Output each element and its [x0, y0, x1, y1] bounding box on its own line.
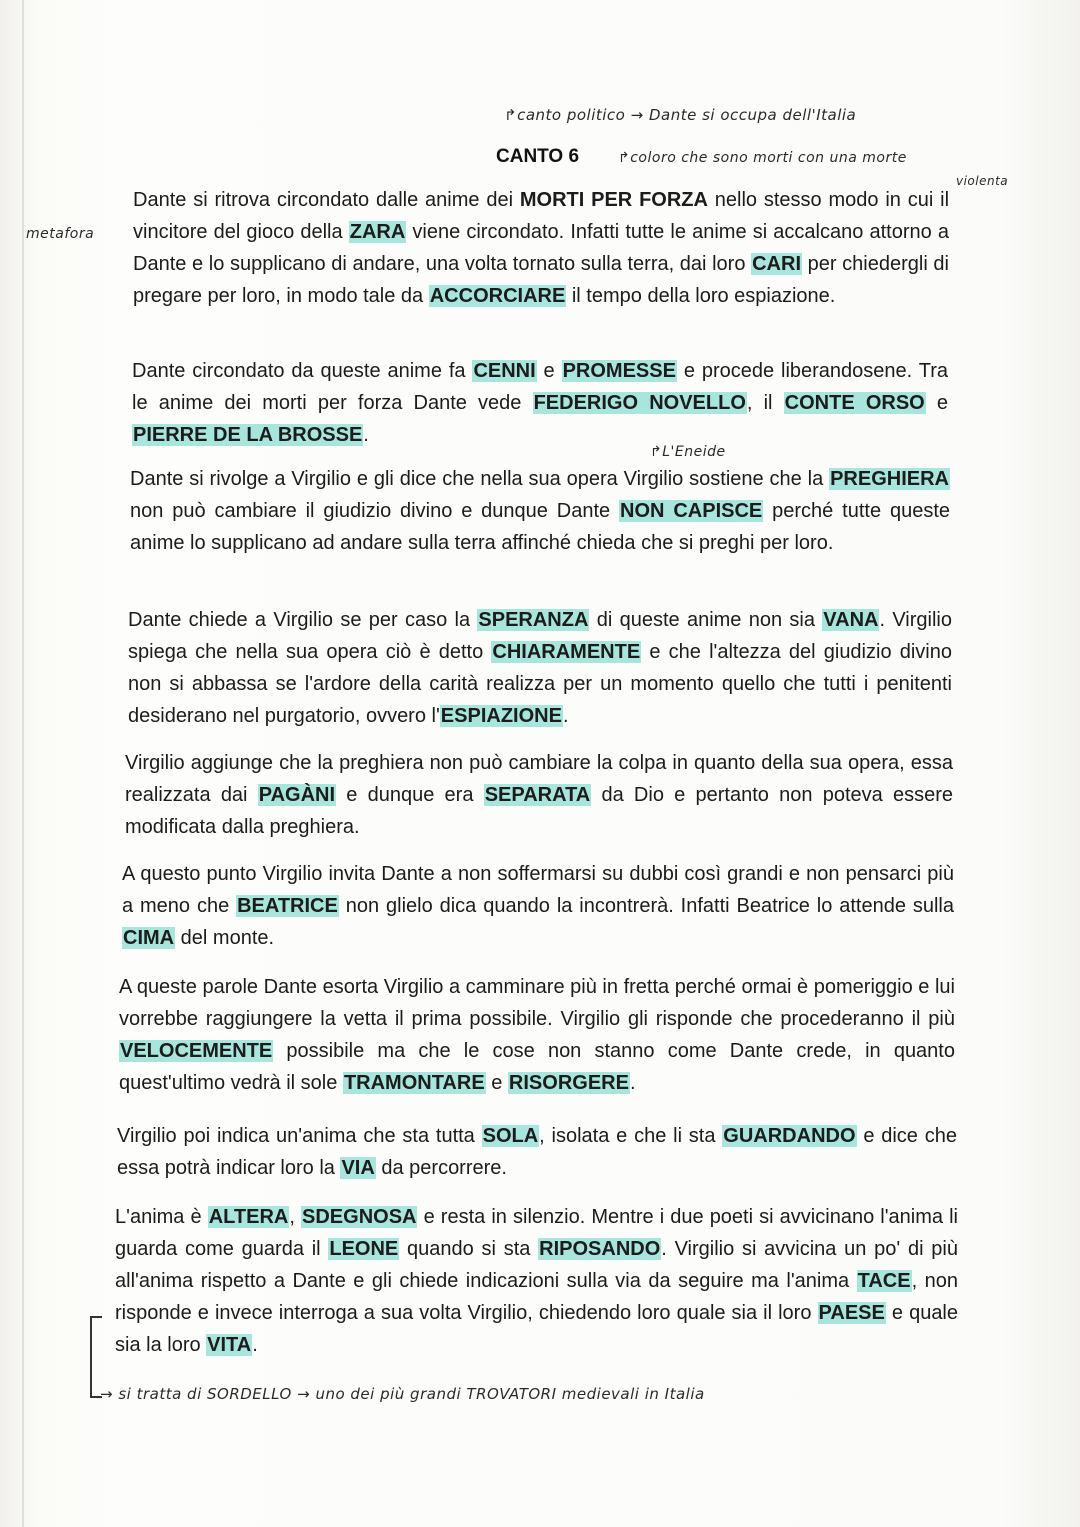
- highlighted-keyword: PREGHIERA: [830, 468, 949, 490]
- highlighted-keyword: PROMESSE: [562, 360, 676, 382]
- highlighted-keyword: PAESE: [818, 1302, 885, 1324]
- paragraph-2: Dante circondato da queste anime fa CENNI e PROMESSE e procede liberandosene. Tra le anime dei morti per forza Dante vede FEDERIGO NOVELLO, il CONTE ORSO e PIERRE DE LA BROSSE.: [132, 360, 949, 446]
- annotation-sordello: → si tratta di SORDELLO → uno dei più grandi TROVATORI medievali in Italia: [100, 1385, 705, 1403]
- highlighted-keyword: VIA: [341, 1157, 375, 1179]
- highlighted-keyword: LEONE: [329, 1238, 399, 1260]
- highlighted-keyword: ZARA: [349, 221, 406, 243]
- paragraph-4: Dante chiede a Virgilio se per caso la SPERANZA di queste anime non sia VANA. Virgilio spiega che nella sua opera ciò è detto CHIARAMENTE e che l'altezza del giudizio divino non si abbassa se l'ardore della carità realizza per un momento quello che tutti i penitenti desiderano nel purgatorio, ovvero l'ESPIAZIONE.: [128, 609, 952, 727]
- highlighted-keyword: BEATRICE: [237, 895, 338, 917]
- highlighted-keyword: FEDERIGO NOVELLO: [533, 392, 746, 414]
- highlighted-keyword: CONTE ORSO: [784, 392, 925, 414]
- paragraph-9: L'anima è ALTERA, SDEGNOSA e resta in silenzio. Mentre i due poeti si avvicinano l'anima li guarda come guarda il LEONE quando si sta RIPOSANDO. Virgilio si avvicina un po' di più all'anima rispetto a Dante e gli chiede indicazioni sulla via da seguire ma l'anima TACE, non risponde e invece interroga a sua volta Virgilio, chiedendo loro quale sia il loro PAESE e quale sia la loro VITA.: [115, 1206, 959, 1356]
- annotation-morti-violenta: ↱coloro che sono morti con una morte: [618, 150, 907, 166]
- highlighted-keyword: ACCORCIARE: [429, 285, 566, 307]
- paragraph-6: A questo punto Virgilio invita Dante a non soffermarsi su dubbi così grandi e non pensarci più a meno che BEATRICE non glielo dica quando la incontrerà. Infatti Beatrice lo attende sulla CIMA del monte.: [122, 863, 954, 949]
- page-title: CANTO 6: [496, 146, 580, 167]
- page-edge-line: [22, 0, 24, 1527]
- highlighted-keyword: CENNI: [473, 360, 536, 382]
- annotation-violenta: violenta: [956, 174, 1009, 188]
- annotation-metafora: metafora: [26, 226, 95, 242]
- highlighted-keyword: ALTERA: [208, 1206, 289, 1228]
- annotation-eneide: ↱L'Eneide: [650, 444, 726, 460]
- bold-text: MORTI PER FORZA: [519, 189, 708, 211]
- paragraph-5: Virgilio aggiunge che la preghiera non può cambiare la colpa in quanto della sua opera, essa realizzata dai PAGÀNI e dunque era SEPARATA da Dio e pertanto non poteva essere modificata dalla preghiera.: [125, 752, 953, 838]
- highlighted-keyword: SOLA: [482, 1125, 539, 1147]
- highlighted-keyword: PAGÀNI: [258, 784, 336, 806]
- highlighted-keyword: SEPARATA: [484, 784, 591, 806]
- highlighted-keyword: RIPOSANDO: [539, 1238, 661, 1260]
- highlighted-keyword: PIERRE DE LA BROSSE: [133, 424, 363, 446]
- highlighted-keyword: CIMA: [123, 927, 175, 949]
- highlighted-keyword: CHIARAMENTE: [492, 641, 641, 663]
- highlighted-keyword: VANA: [823, 609, 879, 631]
- annotation-canto-politico: ↱canto politico → Dante si occupa dell'Italia: [504, 106, 857, 124]
- highlighted-keyword: SPERANZA: [478, 609, 589, 631]
- highlighted-keyword: SDEGNOSA: [302, 1206, 417, 1228]
- highlighted-keyword: ESPIAZIONE: [440, 705, 562, 727]
- paragraph-3: Dante si rivolge a Virgilio e gli dice che nella sua opera Virgilio sostiene che la PREGHIERA non può cambiare il giudizio divino e dunque Dante NON CAPISCE perché tutte queste anime lo supplicano ad andare sulla terra affinché chieda che si preghi per loro.: [130, 468, 951, 554]
- paragraph-1: Dante si ritrova circondato dalle anime dei MORTI PER FORZA nello stesso modo in cui il vincitore del gioco della ZARA viene circondato. Infatti tutte le anime si accalcano attorno a Dante e lo supplicano di andare, una volta tornato sulla terra, dai loro CARI per chiedergli di pregare per loro, in modo tale da ACCORCIARE il tempo della loro espiazione.: [133, 189, 950, 307]
- highlighted-keyword: RISORGERE: [508, 1072, 629, 1094]
- paragraph-8: Virgilio poi indica un'anima che sta tutta SOLA, isolata e che li sta GUARDANDO e dice che essa potrà indicar loro la VIA da percorrere.: [117, 1125, 957, 1179]
- highlighted-keyword: TRAMONTARE: [343, 1072, 485, 1094]
- highlighted-keyword: GUARDANDO: [723, 1125, 856, 1147]
- highlighted-keyword: VITA: [207, 1334, 252, 1356]
- highlighted-keyword: NON CAPISCE: [620, 500, 763, 522]
- highlighted-keyword: CARI: [752, 253, 801, 275]
- highlighted-keyword: VELOCEMENTE: [120, 1040, 273, 1062]
- paragraph-7: A queste parole Dante esorta Virgilio a camminare più in fretta perché ormai è pomeriggio e lui vorrebbe raggiungere la vetta il prima possibile. Virgilio gli risponde che procederanno il più VELOCEMENTE possibile ma che le cose non stanno come Dante crede, in quanto quest'ultimo vedrà il sole TRAMONTARE e RISORGERE.: [119, 976, 955, 1094]
- highlighted-keyword: TACE: [857, 1270, 911, 1292]
